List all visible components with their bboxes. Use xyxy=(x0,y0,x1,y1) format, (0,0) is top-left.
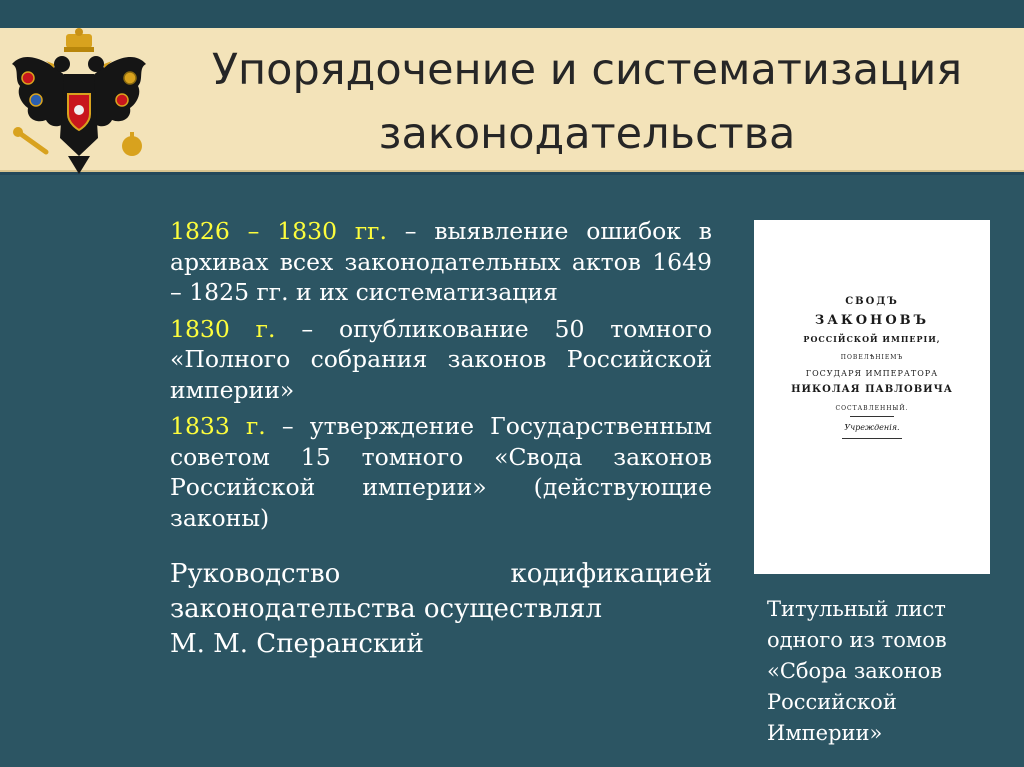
lead-line-2: М. М. Сперанский xyxy=(170,629,424,659)
item-text: – утверждение Государственным советом 15 томного «Свода законов Российской империи» (действующие законы) xyxy=(170,412,712,532)
crown-icon xyxy=(64,28,94,52)
doc-line: СОСТАВЛЕННЫЙ. xyxy=(835,405,909,412)
item-text: – выявление ошибок в архивах всех законодательных актов 1649 – 1825 гг. и их систематизация xyxy=(170,217,712,306)
top-strip xyxy=(0,0,1024,28)
doc-rule xyxy=(842,438,902,439)
doc-line: РОССІЙСКОЙ ИМПЕРІИ, xyxy=(803,334,941,344)
list-item xyxy=(170,411,712,533)
doc-line: ГОСУДАРЯ ИМПЕРАТОРА xyxy=(805,369,939,378)
list-item xyxy=(170,314,712,406)
double-headed-eagle-emblem-icon xyxy=(6,28,152,176)
doc-line: НИКОЛАЯ ПАВЛОВИЧА xyxy=(791,384,953,395)
doc-line: ПОВЕЛѢНІЕМЪ xyxy=(840,354,904,361)
doc-line: Учрежденія. xyxy=(844,423,900,432)
title-line-1: Упорядочение и систематизация xyxy=(211,45,963,95)
list-item xyxy=(170,216,712,308)
year-label: 1833 г. xyxy=(170,412,266,440)
year-label: 1830 г. xyxy=(170,314,276,343)
year-label: 1826 – 1830 гг. xyxy=(170,217,387,245)
doc-line: СВОДЪ xyxy=(845,296,899,307)
title-page-text xyxy=(754,296,990,439)
main-content xyxy=(170,216,712,662)
doc-rule xyxy=(850,416,894,417)
title-page-image xyxy=(754,220,990,574)
doc-line: ЗАКОНОВЪ xyxy=(814,313,930,328)
title-line-2: законодательства xyxy=(378,109,796,159)
page-title xyxy=(150,38,1024,166)
codification-lead xyxy=(170,557,712,662)
item-text: – опубликование 50 томного «Полного собрания законов Российской империи» xyxy=(170,314,713,404)
lead-line-1: Руководство кодификацией законодательства осуществлял xyxy=(170,559,712,624)
band-divider xyxy=(0,172,1024,175)
image-caption: Титульный лист одного из томов «Сбора законов Российской Империи» xyxy=(767,597,947,745)
